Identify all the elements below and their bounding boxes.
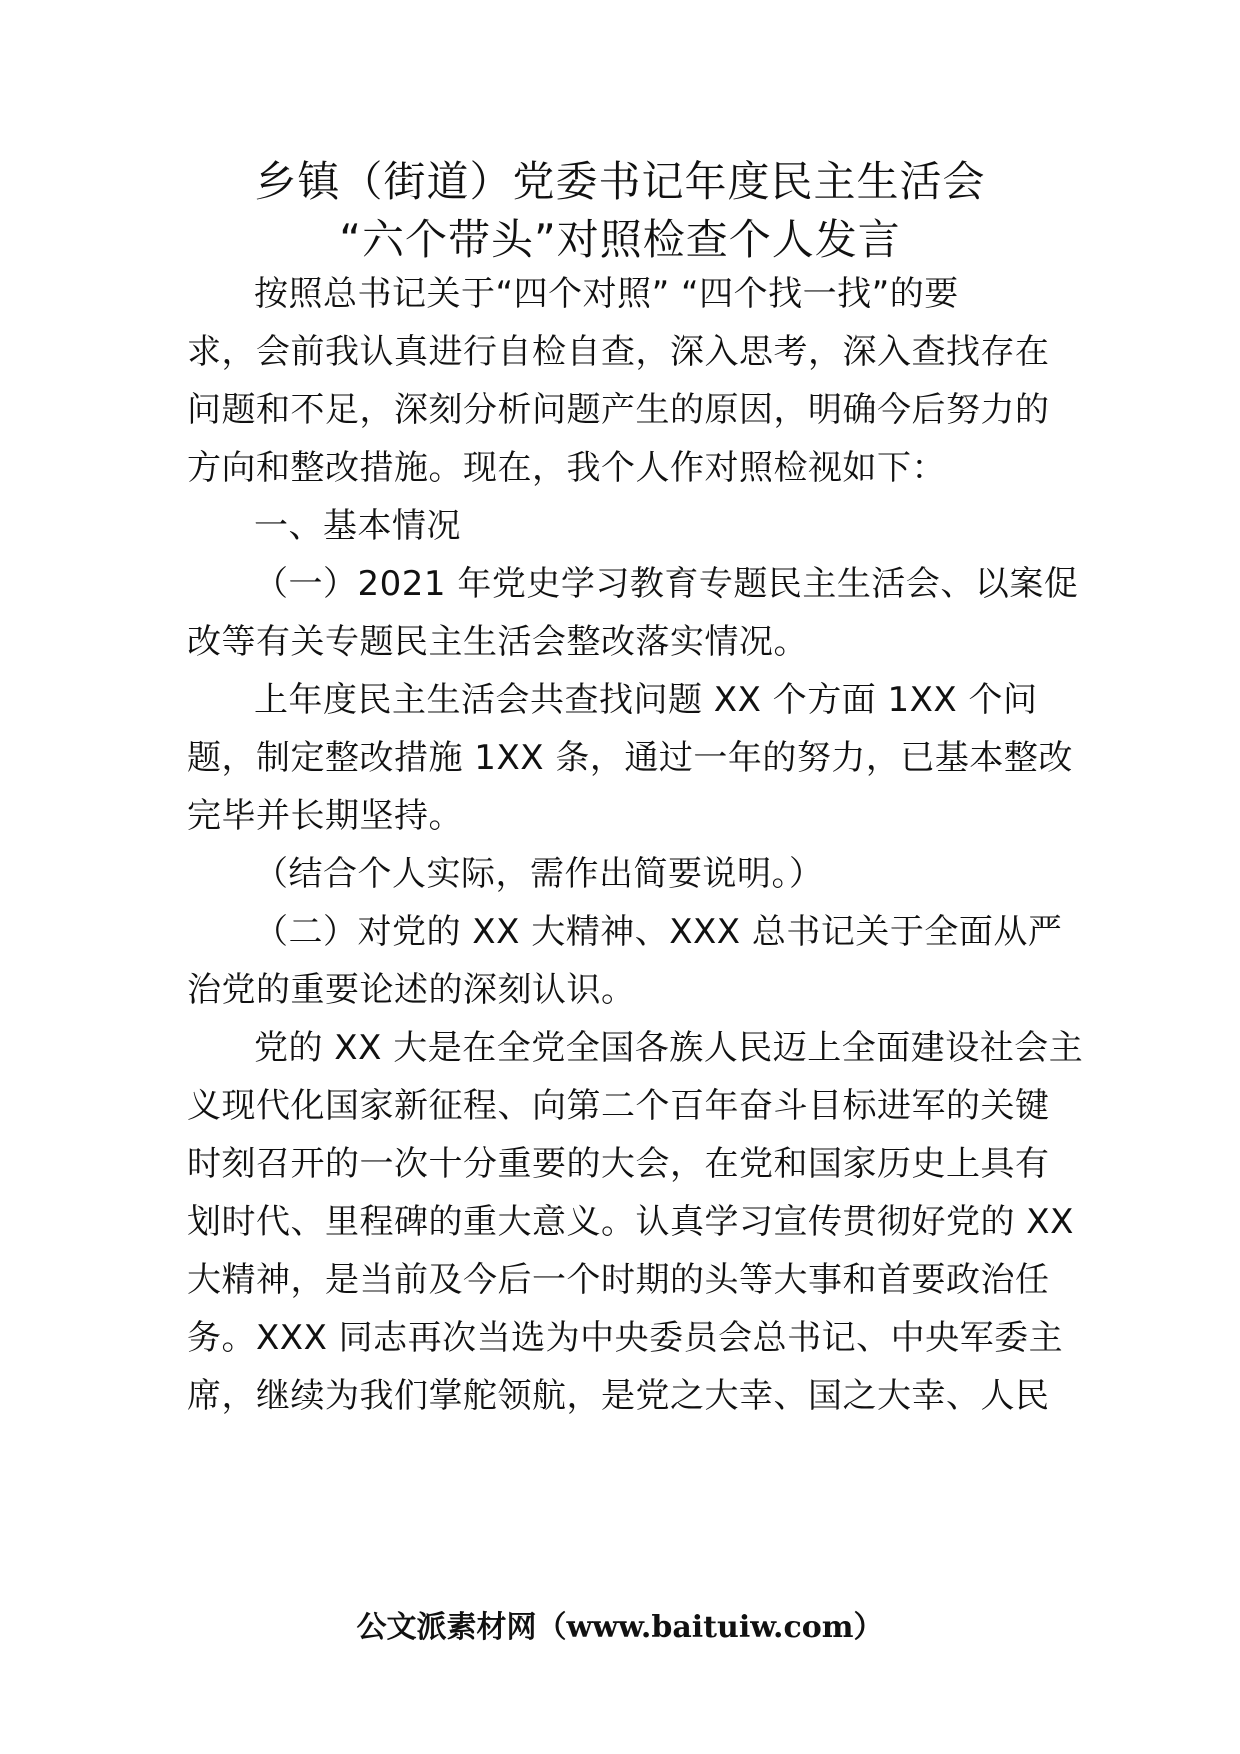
body-line: 席，继续为我们掌舵领航，是党之大幸、国之大幸、人民 [187,1376,1050,1416]
body-line: 题，制定整改措施 1XX 条，通过一年的努力，已基本整改 [187,738,1073,778]
body-line: 划时代、里程碑的重大意义。认真学习宣传贯彻好党的 XX [187,1202,1074,1242]
body-line: 义现代化国家新征程、向第二个百年奋斗目标进军的关键 [187,1086,1050,1126]
body-line: 时刻召开的一次十分重要的大会，在党和国家历史上具有 [187,1144,1050,1184]
body-line: （结合个人实际，需作出简要说明。） [254,854,824,894]
subsection-heading: （一）2021 年党史学习教育专题民主生活会、以案促 [254,564,1079,604]
document-title-line-1: 乡镇（街道）党委书记年度民主生活会 [254,157,986,206]
body-line: 方向和整改措施。现在，我个人作对照检视如下： [187,448,946,488]
subsection-heading: （二）对党的 XX 大精神、XXX 总书记关于全面从严 [254,912,1063,952]
body-line: 改等有关专题民主生活会整改落实情况。 [187,622,808,662]
body-line: 求，会前我认真进行自检自查，深入思考，深入查找存在 [187,332,1050,372]
body-line: 大精神，是当前及今后一个时期的头等大事和首要政治任 [187,1260,1050,1300]
body-line: 党的 XX 大是在全党全国各族人民迈上全面建设社会主 [254,1028,1084,1068]
body-line: 问题和不足，深刻分析问题产生的原因，明确今后努力的 [187,390,1050,430]
footer-watermark: 公文派素材网（www.baituiw.com） [356,1610,884,1645]
body-line: 完毕并长期坚持。 [187,796,463,836]
body-line: 务。XXX 同志再次当选为中央委员会总书记、中央军委主 [187,1318,1064,1358]
body-line: 上年度民主生活会共查找问题 XX 个方面 1XX 个问 [254,680,1038,720]
section-heading: 一、基本情况 [254,506,461,546]
document-title-line-2: “六个带头”对照检查个人发言 [339,215,901,264]
body-line: 治党的重要论述的深刻认识。 [187,970,636,1010]
body-line: 按照总书记关于“四个对照” “四个找一找”的要 [254,274,959,314]
